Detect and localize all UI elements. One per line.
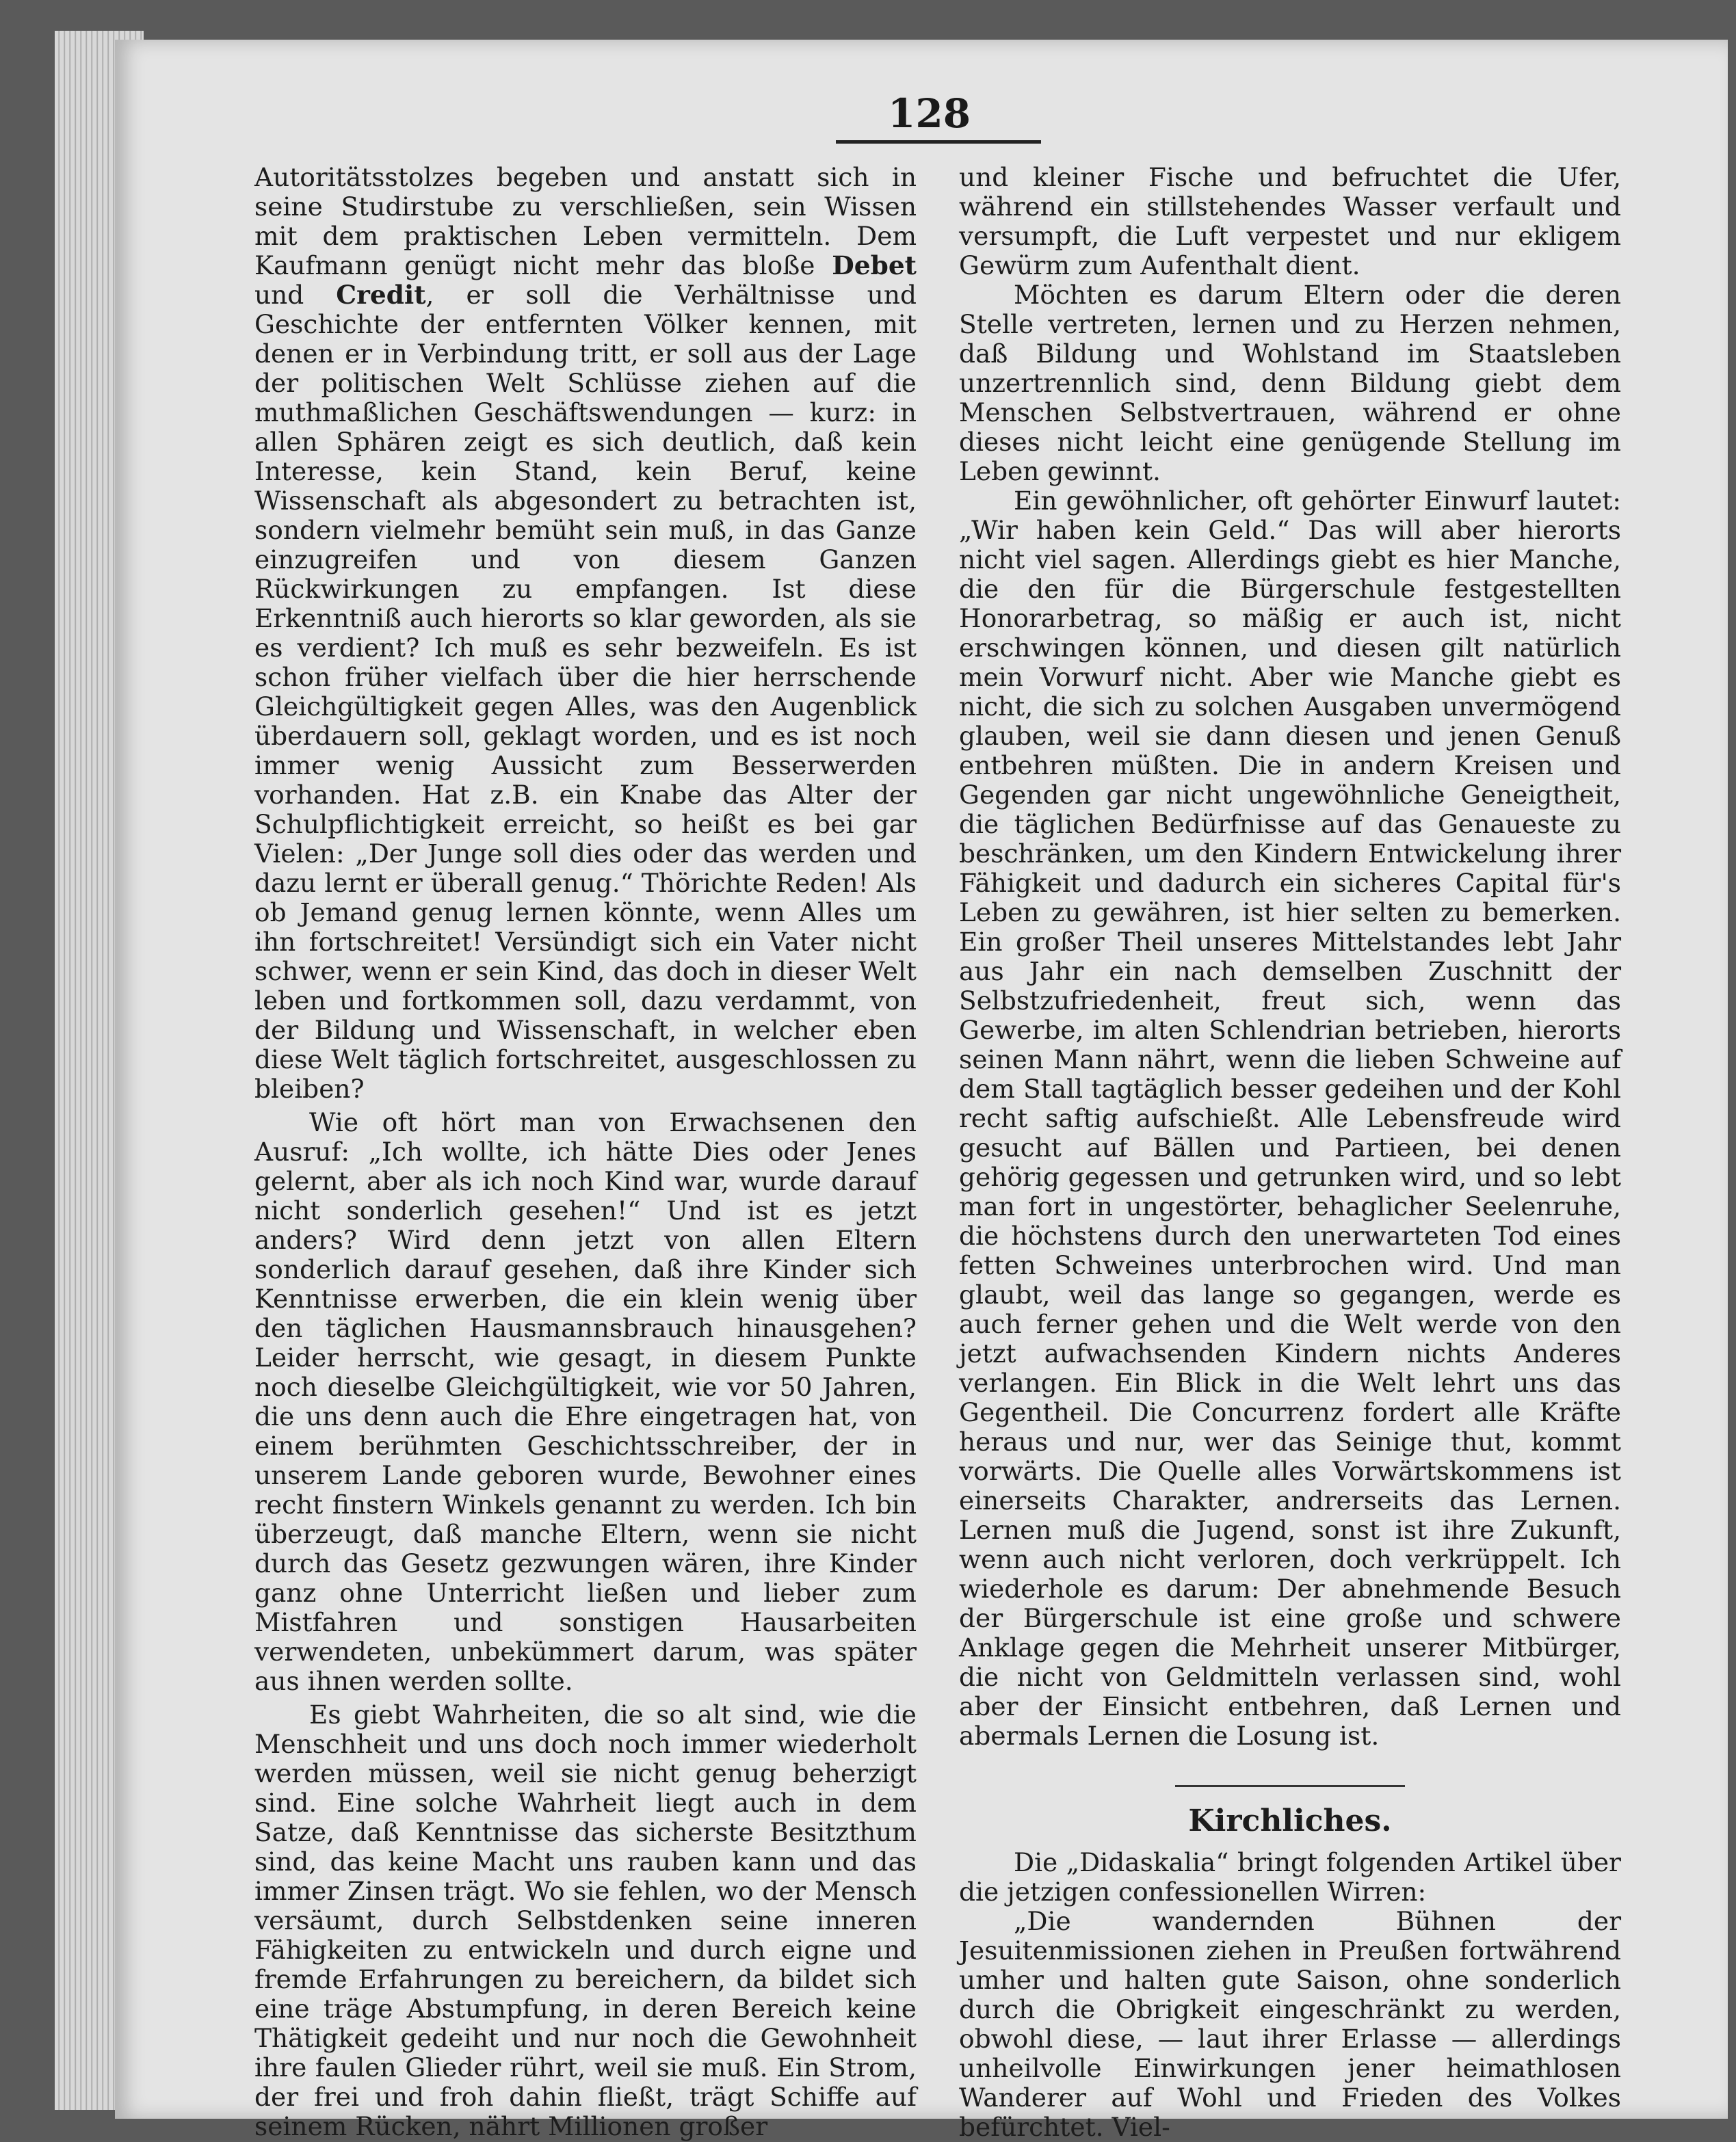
right-paragraph-4: Die „Didaskalia“ bringt folgenden Artikel über die jetzigen confessionellen Wirren: xyxy=(959,1847,1621,1907)
term-credit: Credit xyxy=(336,280,426,310)
right-paragraph-1: und kleiner Fische und befruchtet die Ufer, während ein stillstehendes Wasser verfault und versumpft, die Luft verpestet und nur ekligem Gewürm zum Aufenthalt dient. xyxy=(959,162,1621,280)
left-paragraph-1 xyxy=(254,163,917,1104)
term-debet: Debet xyxy=(832,250,917,280)
left-paragraph-1-und: und xyxy=(254,280,337,310)
right-paragraph-2: Möchten es darum Eltern oder die deren Stelle vertreten, lernen und zu Herzen nehmen, daß Bildung und Wohlstand im Staatsleben unzertrennlich sind, denn Bildung giebt dem Menschen Selbstvertrauen, während er ohne dieses nicht leicht eine genügende Stellung im Leben gewinnt. xyxy=(959,280,1621,486)
page-number: 128 xyxy=(888,90,971,137)
section-divider xyxy=(1175,1785,1405,1787)
right-paragraph-5: „Die wandernden Bühnen der Jesuitenmissionen ziehen in Preußen fortwährend umher und halten gute Saison, ohne sonderlich durch die Obrigkeit eingeschränkt zu werden, obwohl diese, — laut ihrer Erlasse — allerdings unheilvolle Einwirkungen jener heimathlosen Wanderer auf Wohl und Frieden des Volkes befürchtet. Viel- xyxy=(959,1906,1621,2142)
right-column xyxy=(959,163,1621,2142)
left-paragraph-1-text-a: Autoritätsstolzes begeben und anstatt sich in seine Studirstube zu verschließen, sein Wissen mit dem praktischen Leben vermitteln. Dem Kaufmann genügt nicht mehr das bloße xyxy=(254,162,917,280)
right-paragraph-3: Ein gewöhnlicher, oft gehörter Einwurf lautet: „Wir haben kein Geld.“ Das will aber hierorts nicht viel sagen. Allerdings giebt es hier Manche, die den für die Bürgerschule festgestellten Honorarbetrag, so mäßig er auch ist, nicht erschwingen können, und diesen gilt natürlich mein Vorwurf nicht. Aber wie Manche giebt es nicht, die sich zu solchen Ausgaben unvermögend glauben, weil sie dann diesen und jenen Genuß entbehren müßten. Die in andern Kreisen und Gegenden gar nicht ungewöhnliche Geneigtheit, die täglichen Bedürfnisse auf das Genaueste zu beschränken, um den Kindern Entwickelung ihrer Fähigkeit und dadurch ein sicheres Capital für's Leben zu gewähren, ist hier selten zu bemerken. Ein großer Theil unseres Mittelstandes lebt Jahr aus Jahr ein nach demselben Zuschnitt der Selbstzufriedenheit, freut sich, wenn das Gewerbe, im alten Schlendrian betrieben, hierorts seinen Mann nährt, wenn die lieben Schweine auf dem Stall tagtäglich besser gedeihen und der Kohl recht saftig aufschießt. Alle Lebensfreude wird gesucht auf Bällen und Partieen, bei denen gehörig gegessen und getrunken wird, und so lebt man fort in ungestörter, behaglicher Seelenruhe, die höchstens durch den unerwarteten Tod eines fetten Schweines unterbrochen wird. Und man glaubt, weil das lange so gegangen, werde es auch ferner gehen und die Welt werde von den jetzt aufwachsenden Kindern nichts Anderes verlangen. Ein Blick in die Welt lehrt uns das Gegentheil. Die Concurrenz fordert alle Kräfte heraus und nur, wer das Seinige thut, kommt vorwärts. Die Quelle alles Vorwärtskommens ist einerseits Charakter, andrerseits das Lernen. Lernen muß die Jugend, sonst ist ihre Zukunft, wenn auch nicht verloren, doch verkrüppelt. Ich wiederhole es darum: Der abnehmende Besuch der Bürgerschule ist eine große und schwere Anklage gegen die Mehrheit unserer Mitbürger, die nicht von Geldmitteln verlassen sind, wohl aber der Einsicht entbehren, daß Lernen und abermals Lernen die Losung ist. xyxy=(959,486,1621,1751)
section-heading: Kirchliches. xyxy=(1188,1803,1392,1838)
left-paragraph-3: Es giebt Wahrheiten, die so alt sind, wie die Menschheit und uns doch noch immer wiederholt werden müssen, weil sie nicht genug beherzigt sind. Eine solche Wahrheit liegt auch in dem Satze, daß Kenntnisse das sicherste Besitzthum sind, das keine Macht uns rauben kann und das immer Zinsen trägt. Wo sie fehlen, wo der Mensch versäumt, durch Selbstdenken seine inneren Fähigkeiten zu entwickeln und durch eigne und fremde Erfahrungen zu bereichern, da bildet sich eine träge Abstumpfung, in deren Bereich keine Thätigkeit gedeiht und nur noch die Gewohnheit ihre faulen Glieder rührt, weil sie muß. Ein Strom, der frei und froh dahin fließt, trägt Schiffe auf seinem Rücken, nährt Millionen großer xyxy=(254,1700,917,2141)
left-paragraph-2: Wie oft hört man von Erwachsenen den Ausruf: „Ich wollte, ich hätte Dies oder Jenes gelernt, aber als ich noch Kind war, wurde darauf nicht sonderlich gesehen!“ Und ist es jetzt anders? Wird denn jetzt von allen Eltern sonderlich darauf gesehen, daß ihre Kinder sich Kenntnisse erwerben, die ein klein wenig über den täglichen Hausmannsbrauch hinausgehen? Leider herrscht, wie gesagt, in diesem Punkte noch dieselbe Gleichgültigkeit, wie vor 50 Jahren, die uns denn auch die Ehre eingetragen hat, von einem berühmten Geschichtsschreiber, der in unserem Lande geboren wurde, Bewohner eines recht finstern Winkels genannt zu werden. Ich bin überzeugt, daß manche Eltern, wenn sie nicht durch das Gesetz gezwungen wären, ihre Kinder ganz ohne Unterricht ließen und lieber zum Mistfahren und sonstigen Hausarbeiten verwendeten, unbekümmert darum, was später aus ihnen werden sollte. xyxy=(254,1107,917,1696)
left-column xyxy=(254,163,917,2141)
left-paragraph-1-text-b: , er soll die Verhältnisse und Geschichte der entfernten Völker kennen, mit denen er in Verbindung tritt, er soll aus der Lage der politischen Welt Schlüsse ziehen auf die muthmaßlichen Geschäftswendungen — kurz: in allen Sphären zeigt es sich deutlich, daß kein Interesse, kein Stand, kein Beruf, keine Wissenschaft als abgesondert zu betrachten ist, sondern vielmehr bemüht sein muß, in das Ganze einzugreifen und von diesem Ganzen Rückwirkungen zu empfangen. Ist diese Erkenntniß auch hierorts so klar geworden, als sie es verdient? Ich muß es sehr bezweifeln. Es ist schon früher vielfach über die hier herrschende Gleichgültigkeit gegen Alles, was den Augenblick überdauern soll, geklagt worden, und es ist noch immer wenig Aussicht zum Besserwerden vorhanden. Hat z.B. ein Knabe das Alter der Schulpflichtigkeit erreicht, so heißt es bei gar Vielen: „Der Junge soll dies oder das werden und dazu lernt er überall genug.“ Thörichte Reden! Als ob Jemand genug lernen könnte, wenn Alles um ihn fortschreitet! Versündigt sich ein Vater nicht schwer, wenn er sein Kind, das doch in dieser Welt leben und fortkommen soll, dazu verdammt, von der Bildung und Wissenschaft, in welcher eben diese Welt täglich fortschreitet, ausgeschlossen zu bleiben? xyxy=(254,280,917,1104)
header-rule xyxy=(836,140,1041,144)
